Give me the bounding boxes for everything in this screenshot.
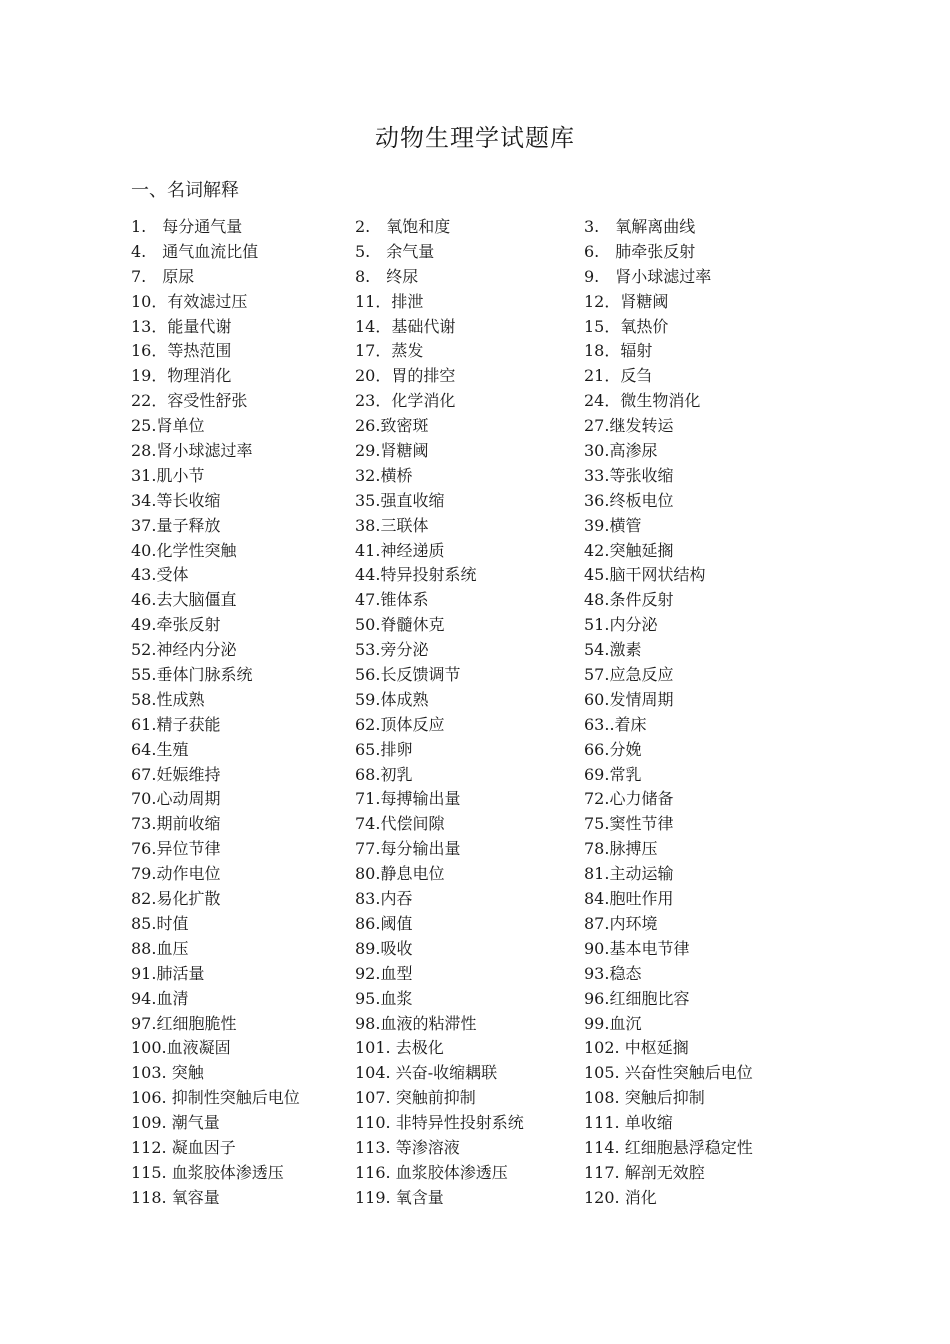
term-item: 94.血清 [131,988,189,1008]
term-item: 33.等张收缩 [584,465,674,485]
term-row [131,588,831,613]
term-item: 4. 通气血流比值 [131,241,259,261]
term-item: 108. 突触后抑制 [584,1088,705,1108]
term-item: 35.强直收缩 [355,490,445,510]
term-row [131,1036,831,1061]
term-item: 105. 兴奋性突触后电位 [584,1063,753,1083]
term-item: 59.体成熟 [355,689,429,709]
term-item: 19．物理消化 [131,366,232,386]
term-item: 91.肺活量 [131,963,205,983]
term-item: 112. 凝血因子 [131,1137,236,1157]
term-item: 87.内环境 [584,913,658,933]
term-row [131,837,831,862]
term-item: 54.激素 [584,640,642,660]
term-item: 26.致密斑 [355,416,429,436]
term-item: 68.初乳 [355,764,413,784]
term-item: 63..着床 [584,714,647,734]
term-item: 77.每分输出量 [355,839,461,859]
term-item: 53.旁分泌 [355,640,429,660]
term-item: 90.基本电节律 [584,938,690,958]
term-row [131,240,831,265]
term-item: 118. 氧容量 [131,1187,220,1207]
term-item: 67.妊娠维持 [131,764,221,784]
term-item: 80.静息电位 [355,864,445,884]
term-item: 1. 每分通气量 [131,217,243,236]
term-item: 72.心力储备 [584,789,674,809]
term-row [131,215,831,240]
term-row [131,563,831,588]
term-item: 103. 突触 [131,1063,204,1083]
term-item: 46.去大脑僵直 [131,590,237,610]
term-row [131,638,831,663]
term-row [131,787,831,812]
term-item: 34.等长收缩 [131,490,221,510]
term-item: 28.肾小球滤过率 [131,441,253,461]
term-item: 14．基础代谢 [355,316,456,336]
term-item: 49.牵张反射 [131,615,221,635]
term-item: 57.应急反应 [584,665,674,685]
term-row [131,937,831,962]
term-item: 2. 氧饱和度 [355,217,451,236]
term-row [131,987,831,1012]
term-item: 76.异位节律 [131,839,221,859]
term-row [131,862,831,887]
term-item: 23．化学消化 [355,391,456,411]
term-item: 100.血液凝固 [131,1038,231,1058]
term-item: 47.锥体系 [355,590,429,610]
term-item: 40.化学性突触 [131,540,237,560]
term-item: 117. 解剖无效腔 [584,1162,705,1182]
term-item: 45.脑干网状结构 [584,565,706,585]
term-row [131,514,831,539]
section-heading: 一、名词解释 [131,180,239,201]
term-item: 8. 终尿 [355,266,419,286]
term-item: 41.神经递质 [355,540,445,560]
term-item: 12．肾糖阈 [584,291,669,311]
term-row [131,339,831,364]
term-row [131,887,831,912]
term-row [131,539,831,564]
term-item: 110. 非特异性投射系统 [355,1113,524,1133]
term-item: 17．蒸发 [355,341,424,361]
term-item: 78.脉搏压 [584,839,658,859]
term-item: 20．胃的排空 [355,366,456,386]
term-item: 109. 潮气量 [131,1113,220,1133]
term-row [131,1111,831,1136]
term-item: 95.血浆 [355,988,413,1008]
term-item: 27.继发转运 [584,416,674,436]
term-row [131,912,831,937]
term-row [131,389,831,414]
term-item: 9. 肾小球滤过率 [584,266,712,286]
term-row [131,439,831,464]
term-row [131,364,831,389]
term-item: 56.长反馈调节 [355,665,461,685]
term-item: 31.肌小节 [131,465,205,485]
term-item: 106. 抑制性突触后电位 [131,1088,300,1108]
term-item: 42.突触延搁 [584,540,674,560]
term-row [131,1186,831,1211]
term-item: 82.易化扩散 [131,889,221,909]
document-title: 动物生理学试题库 [375,124,575,152]
term-item: 84.胞吐作用 [584,889,674,909]
term-item: 51.内分泌 [584,615,658,635]
term-item: 116. 血浆胶体渗透压 [355,1162,508,1182]
term-item: 104. 兴奋-收缩耦联 [355,1063,498,1083]
term-item: 15．氧热价 [584,316,669,336]
term-row [131,613,831,638]
term-item: 111. 单收缩 [584,1113,673,1133]
term-row [131,489,831,514]
term-item: 75.窦性节律 [584,814,674,834]
term-row [131,663,831,688]
term-item: 71.每搏输出量 [355,789,461,809]
term-item: 39.横管 [584,515,642,535]
term-item: 64.生殖 [131,739,189,759]
term-item: 99.血沉 [584,1013,642,1033]
term-item: 44.特异投射系统 [355,565,477,585]
term-item: 36.终板电位 [584,490,674,510]
term-row [131,464,831,489]
term-row [131,812,831,837]
term-item: 107. 突触前抑制 [355,1088,476,1108]
term-item: 96.红细胞比容 [584,988,690,1008]
term-item: 101. 去极化 [355,1038,444,1058]
term-item: 58.性成熟 [131,689,205,709]
term-item: 11．排泄 [355,291,424,311]
term-item: 48.条件反射 [584,590,674,610]
term-item: 24．微生物消化 [584,391,701,411]
term-item: 119. 氧含量 [355,1187,444,1207]
term-item: 74.代偿间隙 [355,814,445,834]
term-item: 25.肾单位 [131,416,205,436]
term-item: 10．有效滤过压 [131,291,248,311]
term-row [131,290,831,315]
term-item: 102. 中枢延搁 [584,1038,689,1058]
term-item: 120. 消化 [584,1187,657,1207]
term-item: 62.顶体反应 [355,714,445,734]
term-item: 92.血型 [355,963,413,983]
term-item: 65.排卵 [355,739,413,759]
term-item: 43.受体 [131,565,189,585]
term-item: 66.分娩 [584,739,642,759]
term-row [131,1061,831,1086]
term-item: 97.红细胞脆性 [131,1013,237,1033]
term-row [131,1086,831,1111]
term-item: 83.内吞 [355,889,413,909]
term-row [131,738,831,763]
term-item: 98.血液的粘滞性 [355,1013,477,1033]
term-item: 70.心动周期 [131,789,221,809]
term-item: 37.量子释放 [131,515,221,535]
term-row [131,265,831,290]
term-item: 115. 血浆胶体渗透压 [131,1162,284,1182]
term-item: 114. 红细胞悬浮稳定性 [584,1137,753,1157]
term-item: 113. 等渗溶液 [355,1137,460,1157]
term-row [131,1136,831,1161]
term-item: 13．能量代谢 [131,316,232,336]
term-item: 81.主动运输 [584,864,674,884]
term-row [131,763,831,788]
term-row [131,1012,831,1037]
term-item: 79.动作电位 [131,864,221,884]
term-item: 16．等热范围 [131,341,232,361]
term-item: 38.三联体 [355,515,429,535]
term-item: 73.期前收缩 [131,814,221,834]
term-item: 50.脊髓休克 [355,615,445,635]
term-row [131,315,831,340]
term-row [131,414,831,439]
term-item: 22．容受性舒张 [131,391,248,411]
term-item: 52.神经内分泌 [131,640,237,660]
term-item: 7. 原尿 [131,266,195,286]
term-item: 93.稳态 [584,963,642,983]
term-row [131,688,831,713]
term-item: 69.常乳 [584,764,642,784]
term-item: 29.肾糖阈 [355,441,429,461]
term-row [131,713,831,738]
term-item: 3. 氧解离曲线 [584,217,696,236]
term-item: 88.血压 [131,938,189,958]
term-item: 60.发情周期 [584,689,674,709]
term-row [131,962,831,987]
term-item: 5. 余气量 [355,241,435,261]
term-item: 18．辐射 [584,341,653,361]
term-item: 30.高渗尿 [584,441,658,461]
term-item: 61.精子获能 [131,714,221,734]
term-item: 85.时值 [131,913,189,933]
term-item: 21．反刍 [584,366,653,386]
term-item: 6. 肺牵张反射 [584,241,696,261]
term-item: 55.垂体门脉系统 [131,665,253,685]
term-item: 32.横桥 [355,465,413,485]
term-row [131,1161,831,1186]
term-list [131,215,831,1211]
term-item: 89.吸收 [355,938,413,958]
term-item: 86.阈值 [355,913,413,933]
